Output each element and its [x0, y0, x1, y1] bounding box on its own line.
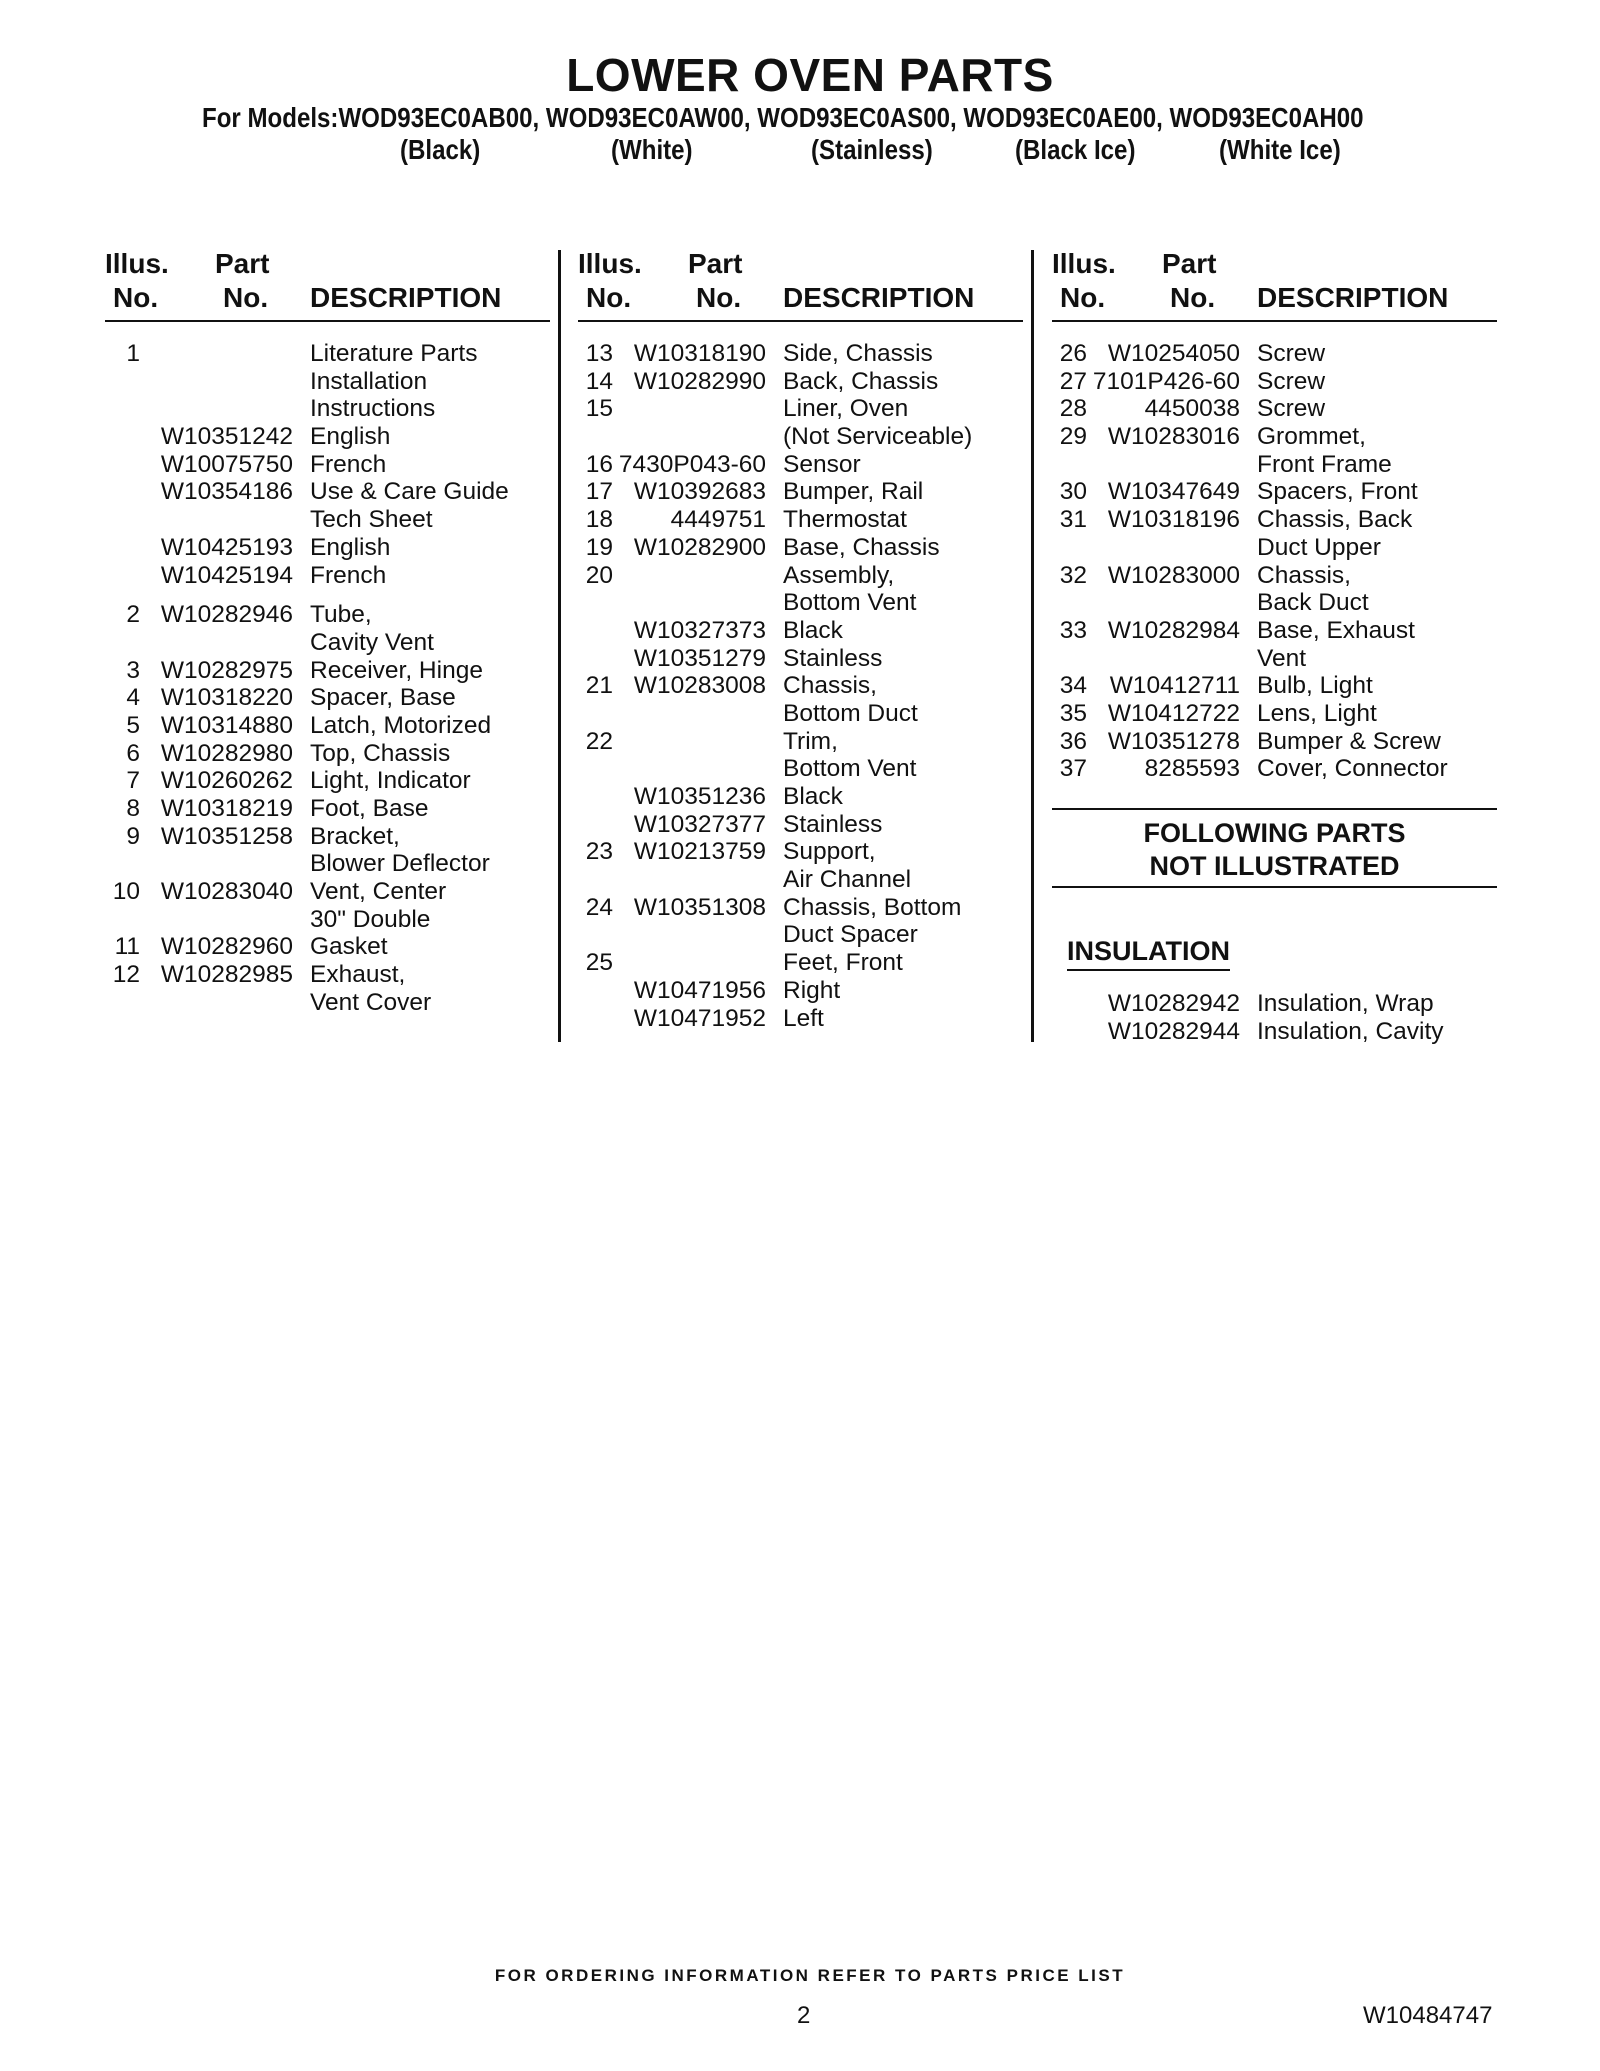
not-illustrated-line1: FOLLOWING PARTS	[1143, 818, 1406, 848]
illus-number: 8	[126, 795, 140, 822]
header-description: DESCRIPTION	[783, 282, 975, 313]
part-description: Spacers, Front	[1257, 478, 1418, 506]
part-description: Exhaust,	[310, 961, 406, 989]
table-row	[578, 700, 1023, 728]
table-row	[578, 478, 1023, 506]
part-number: W10327373	[633, 616, 766, 644]
part-number: W10282944	[1107, 1017, 1240, 1045]
part-description: Bracket,	[310, 822, 400, 850]
table-row	[578, 534, 1023, 562]
part-description: English	[310, 533, 391, 561]
table-row	[578, 395, 1023, 423]
insulation-heading: INSULATION	[1067, 936, 1230, 971]
part-description: Black	[783, 783, 843, 810]
header-part: Part	[688, 248, 743, 279]
table-row	[1052, 700, 1497, 728]
part-description: Installation	[310, 367, 428, 395]
part-description: Base, Chassis	[783, 533, 940, 561]
part-description: Bottom Vent	[783, 589, 917, 617]
part-number: W10318196	[1107, 506, 1240, 534]
part-number: W10351236	[633, 783, 766, 810]
part-number: 7101P426-60	[1092, 367, 1240, 395]
table-row	[1052, 368, 1497, 396]
part-description: Bottom Duct	[783, 699, 918, 727]
part-description: Vent, Center	[310, 878, 447, 906]
part-description: Right	[783, 976, 841, 1004]
finish-black-ice: (Black Ice)	[1015, 134, 1136, 165]
illus-number: 7	[126, 767, 140, 795]
table-row	[1052, 395, 1497, 423]
part-number: W10282942	[1107, 990, 1240, 1017]
part-number: W10282980	[160, 739, 293, 767]
table-row	[1052, 589, 1497, 617]
part-number: W10283000	[1107, 561, 1240, 589]
part-description: Base, Exhaust	[1257, 616, 1415, 644]
part-number: W10318219	[160, 795, 293, 822]
part-description: Foot, Base	[310, 795, 429, 822]
table-row	[1052, 340, 1497, 368]
part-number: W10282990	[633, 367, 766, 395]
parts-column-2	[578, 248, 1023, 1032]
part-number: 4449751	[670, 506, 766, 534]
table-row	[105, 712, 550, 740]
part-number: W10347649	[1107, 478, 1240, 506]
illus-number: 1	[126, 340, 140, 367]
part-description: Spacer, Base	[310, 684, 456, 712]
illus-number: 3	[126, 656, 140, 684]
part-number: W10471956	[633, 976, 766, 1004]
part-number: W10327377	[633, 810, 766, 838]
table-row	[578, 755, 1023, 783]
parts-rows	[578, 340, 1023, 1032]
illus-number: 23	[585, 838, 613, 866]
illus-number: 12	[112, 961, 140, 989]
part-description: Grommet,	[1257, 423, 1366, 451]
part-description: Stainless	[783, 644, 883, 672]
table-row	[578, 728, 1023, 756]
part-number: W10351258	[160, 822, 293, 850]
header-illus-no: No.	[1060, 282, 1106, 313]
part-description: Screw	[1257, 367, 1326, 395]
table-row	[578, 783, 1023, 811]
page-number: 2	[797, 2002, 811, 2029]
table-row	[578, 589, 1023, 617]
page-title: LOWER OVEN PARTS	[566, 49, 1054, 101]
header-illus-no: No.	[586, 282, 632, 313]
insulation-list	[1052, 990, 1497, 1045]
list-item	[1052, 1018, 1497, 1046]
illus-number: 24	[585, 893, 613, 921]
part-number: W10283016	[1107, 423, 1240, 451]
finish-stainless: (Stainless)	[811, 134, 933, 165]
table-row	[578, 451, 1023, 479]
illus-number: 5	[126, 711, 140, 739]
illus-number: 18	[585, 506, 613, 534]
column-header	[1052, 248, 1497, 322]
list-item	[1052, 990, 1497, 1018]
part-description: Vent Cover	[310, 988, 432, 1016]
table-row	[105, 823, 550, 851]
part-description: (Not Serviceable)	[783, 423, 973, 451]
table-row	[1052, 728, 1497, 756]
illus-number: 34	[1059, 672, 1087, 700]
part-description: Stainless	[783, 810, 883, 838]
illus-number: 21	[585, 672, 613, 700]
part-description: French	[310, 561, 387, 589]
part-description: Receiver, Hinge	[310, 656, 483, 684]
part-number: W10282984	[1107, 616, 1240, 644]
illus-number: 27	[1059, 367, 1087, 395]
column-divider	[1031, 250, 1034, 1042]
part-number: W10425194	[160, 561, 293, 589]
part-number: 7430P043-60	[618, 450, 766, 478]
part-description: Assembly,	[783, 561, 895, 589]
table-row	[105, 961, 550, 989]
part-number: W10412711	[1109, 672, 1240, 700]
header-part: Part	[215, 248, 270, 279]
illus-number: 25	[585, 949, 613, 977]
illus-number: 33	[1059, 616, 1087, 644]
part-number: W10075750	[160, 450, 293, 478]
part-description: Duct Upper	[1257, 533, 1381, 561]
table-row	[578, 645, 1023, 673]
part-description: Feet, Front	[783, 949, 903, 977]
table-row	[1052, 534, 1497, 562]
finish-black: (Black)	[400, 134, 481, 165]
illus-number: 10	[112, 878, 140, 906]
part-number: W10213759	[633, 838, 766, 866]
table-row	[105, 629, 550, 657]
illus-number: 2	[126, 601, 140, 629]
illus-number: 35	[1059, 699, 1087, 727]
part-description: Sensor	[783, 450, 861, 478]
table-row	[578, 672, 1023, 700]
part-number: W10392683	[633, 478, 766, 506]
table-row	[578, 866, 1023, 894]
row-spacer	[105, 589, 550, 601]
column-header	[105, 248, 550, 322]
table-row	[1052, 423, 1497, 451]
table-row	[105, 795, 550, 823]
illus-number: 28	[1059, 395, 1087, 423]
header-part-no: No.	[223, 282, 269, 313]
header-part-no: No.	[696, 282, 742, 313]
table-row	[1052, 755, 1497, 783]
part-description: Chassis,	[1257, 561, 1351, 589]
header-description: DESCRIPTION	[1257, 282, 1449, 313]
part-number: W10318220	[160, 684, 293, 712]
part-number: W10282946	[160, 601, 293, 629]
table-row	[105, 478, 550, 506]
part-description: Cavity Vent	[310, 628, 434, 656]
table-row	[105, 395, 550, 423]
table-row	[105, 989, 550, 1017]
table-row	[578, 977, 1023, 1005]
header-description: DESCRIPTION	[310, 282, 502, 313]
part-description: Bumper, Rail	[783, 478, 924, 506]
part-description: Chassis,	[783, 672, 877, 700]
part-number: W10282960	[160, 933, 293, 961]
table-row	[578, 617, 1023, 645]
table-row	[105, 684, 550, 712]
part-number: W10351308	[633, 893, 766, 921]
part-description: Lens, Light	[1257, 699, 1377, 727]
part-description: Tube,	[310, 601, 372, 629]
part-number: W10260262	[160, 767, 293, 795]
part-number: W10354186	[160, 478, 293, 506]
part-number: W10351242	[160, 423, 293, 451]
part-description: Trim,	[783, 727, 838, 755]
table-row	[105, 534, 550, 562]
part-description: Back Duct	[1257, 589, 1369, 617]
header-illus: Illus.	[105, 248, 169, 279]
table-row	[578, 562, 1023, 590]
part-description: Chassis, Bottom	[783, 893, 962, 921]
part-description: Duct Spacer	[783, 921, 918, 949]
part-description: Thermostat	[783, 506, 907, 534]
part-description: French	[310, 450, 387, 478]
document-number: W10484747	[1363, 2002, 1493, 2029]
table-row	[105, 451, 550, 479]
part-description: Latch, Motorized	[310, 711, 492, 739]
part-description: Air Channel	[783, 866, 912, 894]
table-row	[578, 1005, 1023, 1033]
part-description: Top, Chassis	[310, 739, 451, 767]
illus-number: 16	[585, 450, 613, 478]
part-description: Chassis, Back	[1257, 506, 1413, 534]
table-row	[105, 506, 550, 534]
illus-number: 29	[1059, 423, 1087, 451]
illus-number: 9	[126, 822, 140, 850]
parts-column-1	[105, 248, 550, 1017]
part-description: Left	[783, 1004, 824, 1032]
table-row	[105, 850, 550, 878]
header-part-no: No.	[1170, 282, 1216, 313]
illus-number: 26	[1059, 340, 1087, 367]
part-description: Light, Indicator	[310, 767, 471, 795]
header-illus: Illus.	[1052, 248, 1116, 279]
part-number: W10282900	[633, 533, 766, 561]
part-description: Cover, Connector	[1257, 755, 1448, 783]
part-number: 4450038	[1144, 395, 1240, 423]
table-row	[1052, 506, 1497, 534]
part-number: 8285593	[1144, 755, 1240, 783]
parts-rows	[105, 340, 550, 1017]
illus-number: 31	[1059, 506, 1087, 534]
part-description: Insulation, Cavity	[1257, 1017, 1444, 1045]
part-description: Bumper & Screw	[1257, 727, 1441, 755]
illus-number: 37	[1059, 755, 1087, 783]
finish-white-ice: (White Ice)	[1219, 134, 1341, 165]
table-row	[1052, 451, 1497, 479]
table-row	[1052, 672, 1497, 700]
part-description: Blower Deflector	[310, 850, 490, 878]
part-description: Front Frame	[1257, 450, 1392, 478]
illus-number: 30	[1059, 478, 1087, 506]
table-row	[1052, 645, 1497, 673]
table-row	[578, 423, 1023, 451]
illus-number: 13	[585, 340, 613, 367]
not-illustrated-line2: NOT ILLUSTRATED	[1149, 851, 1400, 881]
part-number: W10351279	[633, 644, 766, 672]
not-illustrated-banner	[1052, 808, 1497, 888]
part-description: Side, Chassis	[783, 340, 933, 367]
part-description: Literature Parts	[310, 340, 478, 367]
table-row	[105, 657, 550, 685]
illus-number: 19	[585, 533, 613, 561]
header-illus: Illus.	[578, 248, 642, 279]
illus-number: 22	[585, 727, 613, 755]
table-row	[1052, 617, 1497, 645]
part-description: Vent	[1257, 644, 1307, 672]
parts-rows	[1052, 340, 1497, 783]
column-divider	[558, 250, 561, 1042]
part-number: W10318190	[633, 340, 766, 367]
column-header	[578, 248, 1023, 322]
part-number: W10471952	[633, 1004, 766, 1032]
part-number: W10254050	[1107, 340, 1240, 367]
part-number: W10282975	[160, 656, 293, 684]
table-row	[105, 340, 550, 368]
parts-column-3	[1052, 248, 1497, 783]
part-description: Liner, Oven	[783, 395, 909, 423]
table-row	[105, 906, 550, 934]
part-number: W10412722	[1107, 699, 1240, 727]
ordering-footer: FOR ORDERING INFORMATION REFER TO PARTS PRICE LIST	[494, 1966, 1126, 1985]
table-row	[105, 601, 550, 629]
illus-number: 36	[1059, 727, 1087, 755]
part-description: Screw	[1257, 340, 1326, 367]
table-row	[105, 878, 550, 906]
part-number: W10425193	[160, 533, 293, 561]
part-description: Bottom Vent	[783, 755, 917, 783]
table-row	[578, 949, 1023, 977]
part-description: Screw	[1257, 395, 1326, 423]
table-row	[578, 894, 1023, 922]
part-number: W10314880	[160, 711, 293, 739]
table-row	[578, 368, 1023, 396]
part-number: W10283008	[633, 672, 766, 700]
part-description: Tech Sheet	[310, 506, 433, 534]
table-row	[578, 340, 1023, 368]
table-row	[578, 838, 1023, 866]
illus-number: 4	[126, 684, 140, 712]
part-description: Insulation, Wrap	[1257, 990, 1434, 1017]
part-number: W10351278	[1107, 727, 1240, 755]
table-row	[1052, 478, 1497, 506]
table-row	[105, 767, 550, 795]
part-description: English	[310, 423, 391, 451]
part-description: Back, Chassis	[783, 367, 939, 395]
table-row	[105, 423, 550, 451]
illus-number: 11	[114, 933, 140, 961]
table-row	[105, 740, 550, 768]
table-row	[105, 933, 550, 961]
table-row	[1052, 562, 1497, 590]
illus-number: 20	[585, 561, 613, 589]
part-description: Support,	[783, 838, 876, 866]
part-description: 30" Double	[310, 905, 431, 933]
table-row	[578, 921, 1023, 949]
header-part: Part	[1162, 248, 1217, 279]
illus-number: 6	[126, 739, 140, 767]
table-row	[578, 506, 1023, 534]
table-row	[578, 811, 1023, 839]
part-description: Black	[783, 616, 843, 644]
part-description: Gasket	[310, 933, 388, 961]
illus-number: 14	[585, 367, 613, 395]
part-description: Bulb, Light	[1257, 672, 1373, 700]
illus-number: 32	[1059, 561, 1087, 589]
table-row	[105, 562, 550, 590]
part-number: W10282985	[160, 961, 293, 989]
table-row	[105, 368, 550, 396]
illus-number: 15	[585, 395, 613, 423]
part-number: W10283040	[160, 878, 293, 906]
part-description: Use & Care Guide	[310, 478, 509, 506]
models-line: For Models:WOD93EC0AB00, WOD93EC0AW00, WOD93EC0AS00, WOD93EC0AE00, WOD93EC0AH00	[202, 102, 1364, 133]
finish-white: (White)	[611, 134, 693, 165]
part-description: Instructions	[310, 395, 436, 423]
illus-number: 17	[585, 478, 613, 506]
header-illus-no: No.	[113, 282, 159, 313]
